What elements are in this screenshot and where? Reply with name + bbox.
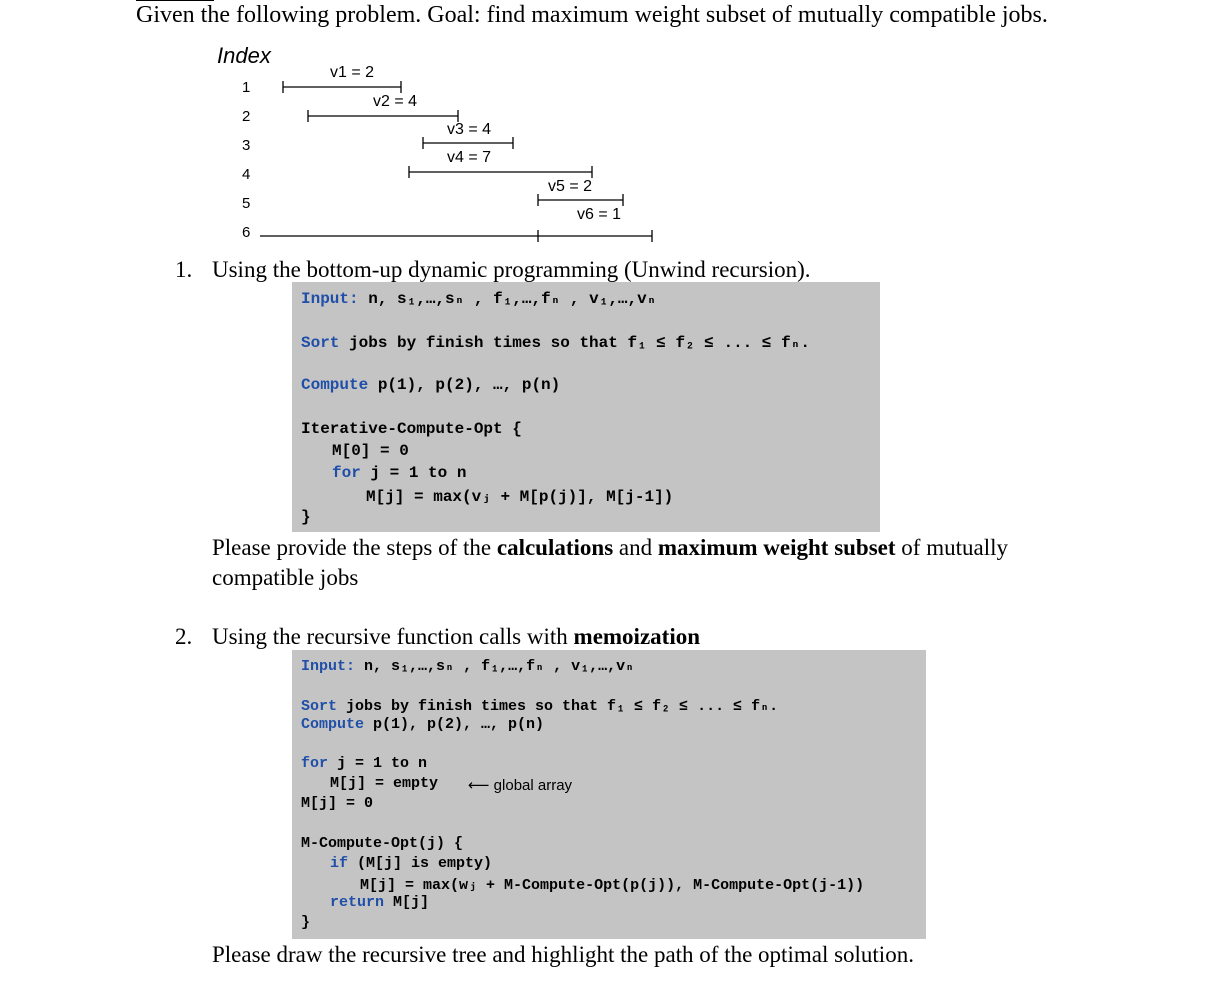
code-compute-line: Compute p(1), p(2), …, p(n) (301, 376, 561, 394)
code-close-brace: } (301, 508, 311, 526)
job-1-label: v1 = 2 (330, 64, 375, 81)
job-2-label: v2 = 4 (373, 93, 418, 110)
code-init-line: M[0] = 0 (332, 442, 409, 460)
part-2-number: 2. (175, 624, 193, 649)
job-6-label: v6 = 1 (577, 206, 622, 223)
part-2-instructions: Please draw the recursive tree and highlight the path of the optimal solution. (212, 942, 914, 967)
index-title: Index (217, 43, 271, 68)
index-3: 3 (242, 137, 251, 154)
code-sort-line: Sort jobs by finish times so that f₁ ≤ f₂ ≤ ... ≤ fₙ. (301, 334, 810, 352)
part-1-heading: Using the bottom-up dynamic programming (Unwind recursion). (212, 257, 811, 282)
job-4-label: v4 = 7 (447, 149, 492, 166)
code-function-header: M-Compute-Opt(j) { (301, 835, 464, 852)
code-body-line: M[j] = max(vⱼ + M[p(j)], M[j-1]) (366, 488, 674, 506)
left-arrow-icon: ⟵ (468, 777, 494, 794)
code-for-line: for j = 1 to n (332, 464, 467, 482)
part-1-number: 1. (175, 257, 193, 282)
job-5-label: v5 = 2 (548, 178, 593, 195)
code-if-line: if (M[j] is empty) (330, 855, 493, 872)
part-2-code-block (292, 650, 926, 939)
index-4: 4 (242, 166, 251, 183)
code-zero-line: M[j] = 0 (301, 795, 374, 812)
global-array-annotation: ⟵ global array (468, 777, 573, 794)
code-sort-line: Sort jobs by finish times so that f₁ ≤ f₂ ≤ ... ≤ fₙ. (301, 698, 779, 715)
code-for-line: for j = 1 to n (301, 755, 428, 772)
code-function-header: Iterative-Compute-Opt { (301, 420, 522, 438)
code-body-line: M[j] = max(wⱼ + M-Compute-Opt(p(j)), M-Compute-Opt(j-1)) (360, 877, 865, 894)
part-1-instructions-line2: compatible jobs (212, 565, 359, 590)
code-empty-line: M[j] = empty (330, 775, 439, 792)
index-6: 6 (242, 224, 251, 241)
code-return-line: return M[j] (330, 894, 430, 911)
part-2-heading: Using the recursive function calls with memoization (212, 624, 700, 649)
index-2: 2 (242, 108, 251, 125)
code-compute-line: Compute p(1), p(2), …, p(n) (301, 716, 545, 733)
part-1-instructions: Please provide the steps of the calculations and maximum weight subset of mutually (212, 535, 1008, 560)
index-5: 5 (242, 195, 251, 212)
code-close-brace: } (301, 914, 311, 931)
job-3-label: v3 = 4 (447, 121, 492, 138)
code-input-line: Input: n, s₁,…,sₙ , f₁,…,fₙ , v₁,…,vₙ (301, 658, 635, 675)
index-1: 1 (242, 79, 251, 96)
part-1-code-block (292, 282, 880, 532)
code-input-line: Input: n, s₁,…,sₙ , f₁,…,fₙ , v₁,…,vₙ (301, 290, 657, 308)
problem-intro: Given the following problem. Goal: find maximum weight subset of mutually compatible jobs. (136, 2, 1048, 28)
